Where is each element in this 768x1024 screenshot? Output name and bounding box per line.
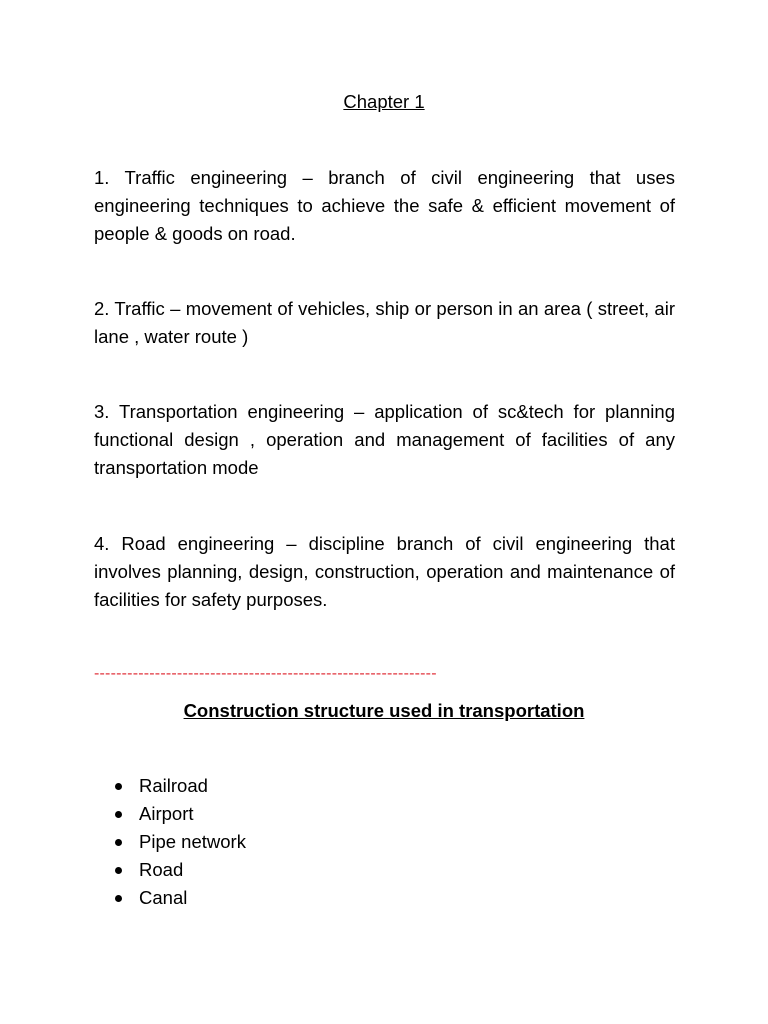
dashed-separator: -------------------------------------------------------------- (94, 665, 437, 682)
list-item: Canal (114, 884, 246, 912)
definition-traffic-engineering: 1. Traffic engineering – branch of civil engineering that uses engineering techniques to achieve the safe & efficient movement of people & goods on road. (94, 167, 675, 244)
section-heading: Construction structure used in transportation (183, 700, 585, 721)
structure-list (114, 772, 246, 912)
list-item: Railroad (114, 772, 246, 800)
list-item: Pipe network (114, 828, 246, 856)
definition-transportation-engineering: 3. Transportation engineering – application of sc&tech for planning functional design , operation and management of facilities of any transportation mode (94, 401, 675, 478)
list-item: Road (114, 856, 246, 884)
list-item: Airport (114, 800, 246, 828)
definition-traffic: 2. Traffic – movement of vehicles, ship or person in an area ( street, air lane , water route ) (94, 298, 675, 347)
definition-road-engineering: 4. Road engineering – discipline branch of civil engineering that involves planning, design, construction, operation and maintenance of facilities for safety purposes. (94, 533, 675, 610)
chapter-title: Chapter 1 (343, 91, 425, 112)
